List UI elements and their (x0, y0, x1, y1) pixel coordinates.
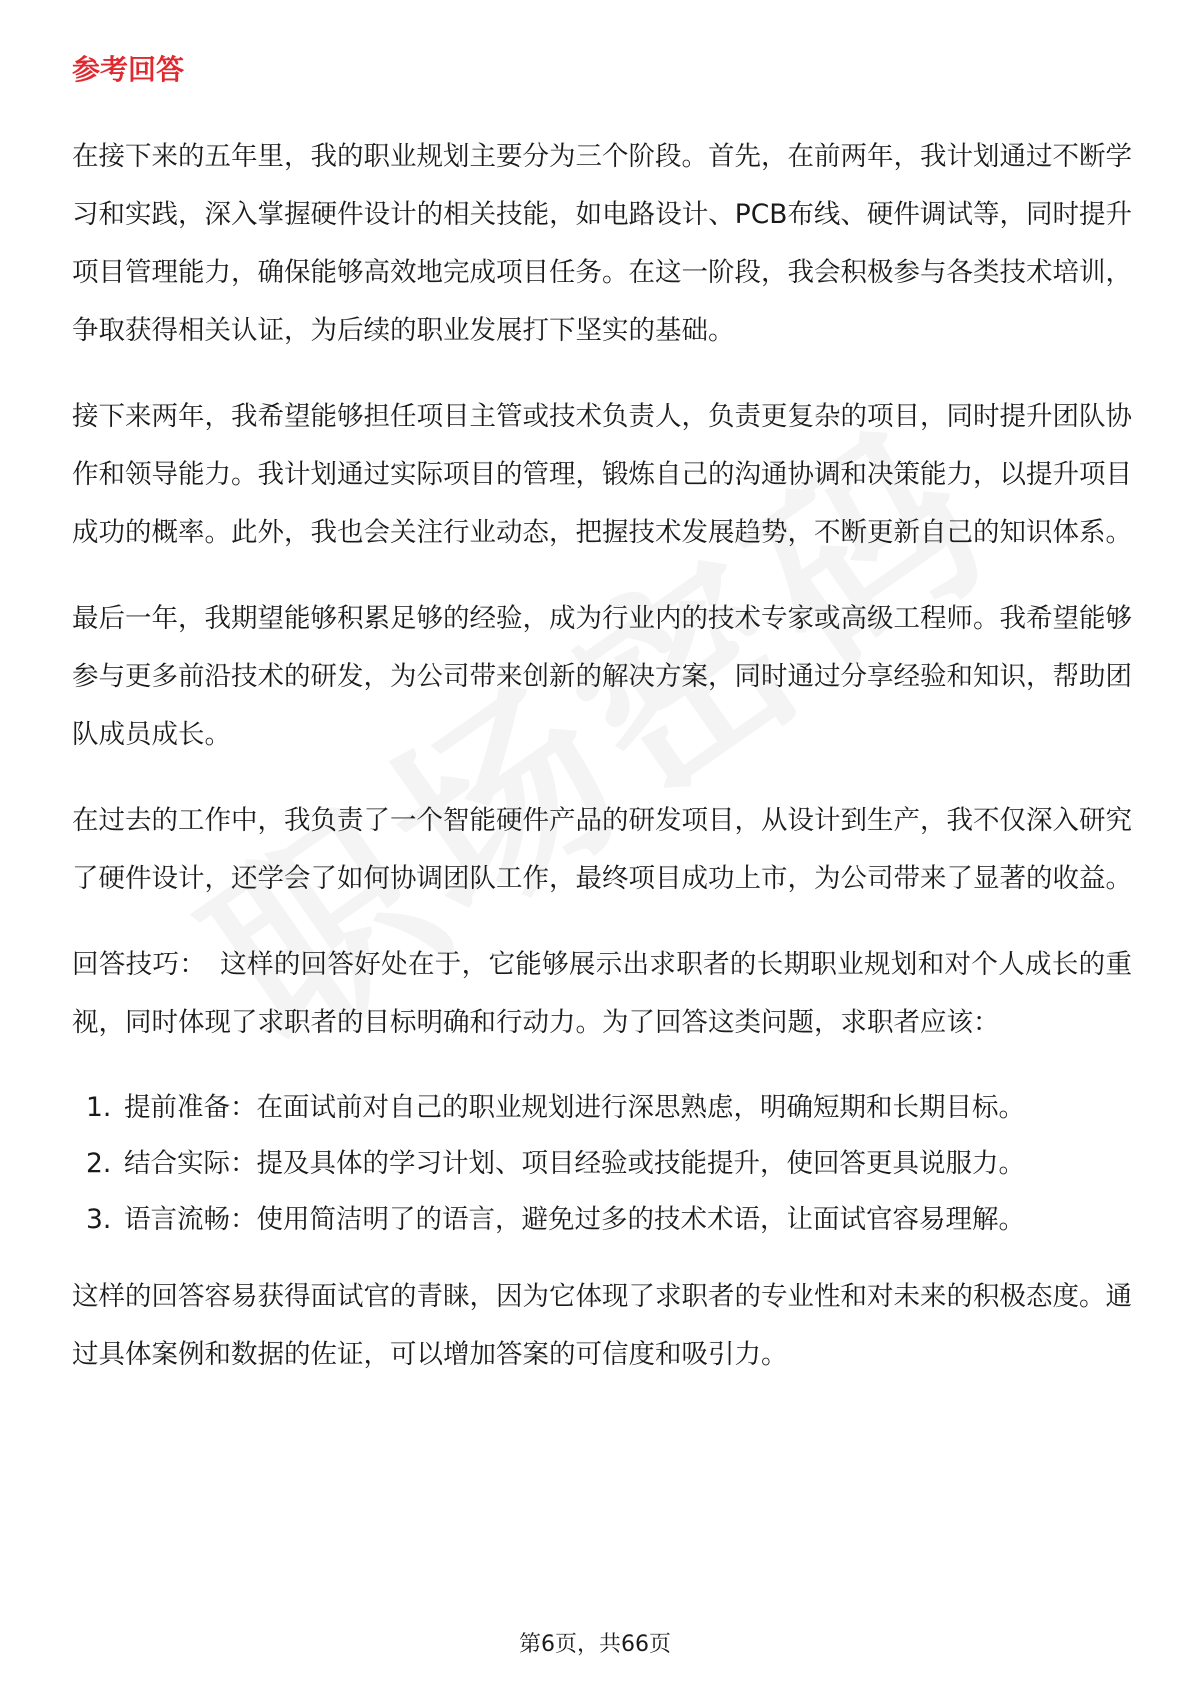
document-content (72, 40, 1132, 1412)
list-item-number: 3. (86, 1204, 112, 1235)
page-number-footer: 第6页，共66页 (519, 1632, 671, 1657)
section-heading: 参考回答 (72, 53, 185, 86)
answer-paragraph-3: 最后一年，我期望能够积累足够的经验，成为行业内的技术专家或高级工程师。我希望能够参与更多前沿技术的研发，为公司带来创新的解决方案，同时通过分享经验和知识，帮助团队成员成长。 (72, 603, 1132, 750)
tips-list (72, 1080, 1132, 1248)
answer-paragraph-1: 在接下来的五年里，我的职业规划主要分为三个阶段。首先，在前两年，我计划通过不断学习和实践，深入掌握硬件设计的相关技能，如电路设计、PCB布线、硬件调试等，同时提升项目管理能力，确保能够高效地完成项目任务。在这一阶段，我会积极参与各类技术培训，争取获得相关认证，为后续的职业发展打下坚实的基础。 (72, 141, 1132, 346)
list-item-text: 语言流畅：使用简洁明了的语言，避免过多的技术术语，让面试官容易理解。 (124, 1204, 1025, 1235)
list-item-number: 2. (86, 1148, 112, 1179)
tips-label: 回答技巧： (72, 949, 207, 980)
tips-text: 这样的回答好处在于，它能够展示出求职者的长期职业规划和对个人成长的重视，同时体现了求职者的目标明确和行动力。为了回答这类问题，求职者应该： (72, 949, 1133, 1038)
answer-paragraph-4: 在过去的工作中，我负责了一个智能硬件产品的研发项目，从设计到生产，我不仅深入研究了硬件设计，还学会了如何协调团队工作，最终项目成功上市，为公司带来了显著的收益。 (72, 805, 1132, 894)
list-item-number: 1. (86, 1092, 112, 1123)
list-item (86, 1080, 1132, 1136)
list-item (86, 1136, 1132, 1192)
list-item (86, 1192, 1132, 1248)
answer-paragraph-2: 接下来两年，我希望能够担任项目主管或技术负责人，负责更复杂的项目，同时提升团队协作和领导能力。我计划通过实际项目的管理，锻炼自己的沟通协调和决策能力，以提升项目成功的概率。此外，我也会关注行业动态，把握技术发展趋势，不断更新自己的知识体系。 (72, 401, 1132, 548)
list-item-text: 提前准备：在面试前对自己的职业规划进行深思熟虑，明确短期和长期目标。 (124, 1092, 1025, 1123)
tips-paragraph (72, 936, 1132, 1052)
list-item-text: 结合实际：提及具体的学习计划、项目经验或技能提升，使回答更具说服力。 (124, 1148, 1025, 1179)
closing-paragraph: 这样的回答容易获得面试官的青睐，因为它体现了求职者的专业性和对未来的积极态度。通过具体案例和数据的佐证，可以增加答案的可信度和吸引力。 (72, 1281, 1132, 1370)
